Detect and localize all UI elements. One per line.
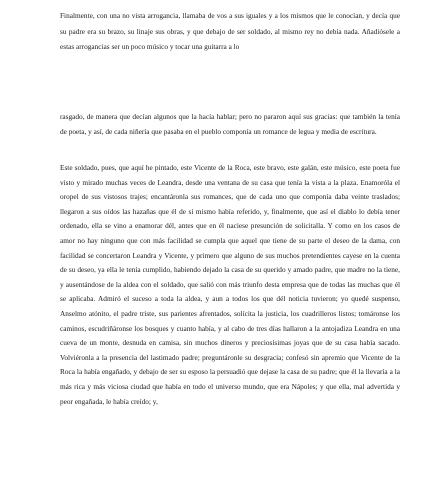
paragraph-2: rasgado, de manera que decían algunos que la hacía hablar; pero no pararon aquí sus gracias: que también la tenía de poeta, y así, de cada niñería que pasaba en el pueblo componía un romance de legua y media de escritura. <box>60 112 400 136</box>
text-block-3 <box>60 161 400 409</box>
paragraph-1: Finalmente, con una no vista arrogancia, llamaba de vos a sus iguales y a los mismos que le conocían, y decía que su padre era su brazo, su linaje sus obras, y que debajo de ser soldado, al mismo rey no debía nada. Añadiósele a estas arrogancias ser un poco músico y tocar una guitarra a lo <box>60 11 400 51</box>
text-block-2 <box>60 110 400 139</box>
text-block-1 <box>60 8 400 55</box>
paragraph-3: Este soldado, pues, que aquí he pintado, este Vicente de la Roca, este bravo, este galán, este músico, este poeta fue visto y mirado muchas veces de Leandra, desde una ventana de su casa que tenía la vista a la plaza. Enamoróla el oropel de sus vistosos trajes; encantáronla sus romances, que de cada uno que componía daba veinte traslados; llegaron a sus oídos las hazañas que él de sí mismo había referido, y, finalmente, que así el diablo lo debía tener ordenado, ella se vino a enamorar dél, antes que en él naciese presunción de solicitalla. Y como en los casos de amor no hay ninguno que con más facilidad se cumpla que aquel que tiene de su parte el deseo de la dama, con facilidad se concertaron Leandra y Vicente, y primero que alguno de sus muchos pretendientes cayese en la cuenta de su deseo, ya ella le tenía cumplido, habiendo dejado la casa de su querido y amado padre, que madre no la tiene, y ausentándose de la aldea con el soldado, que salió con más triunfo desta empresa que de todas las muchas que él se aplicaba. Admiró el suceso a toda la aldea, y aun a todos los que dél noticia tuvieron; yo quedé suspenso, Anselmo atónito, el padre triste, sus parientes afrentados, solícita la justicia, los cuadrilleros listos; tomáronse los caminos, escudriñáronse los bosques y cuanto había, y al cabo de tres días hallaron a la antojadiza Leandra en una cueva de un monte, desnuda en camisa, sin muchos dineros y preciosísimas joyas que de su casa había sacado. Volviéronla a la presencia del lastimado padre; preguntáronle su desgracia; confesó sin apremio que Vicente de la Roca la había engañado, y debajo de ser su esposo la persuadió que dejase la casa de su padre; que él la llevaría a la más rica y más viciosa ciudad que había en todo el universo mundo, que era Nápoles; y que ella, mal advertida y peor engañada, le había creído; y, <box>60 163 400 406</box>
